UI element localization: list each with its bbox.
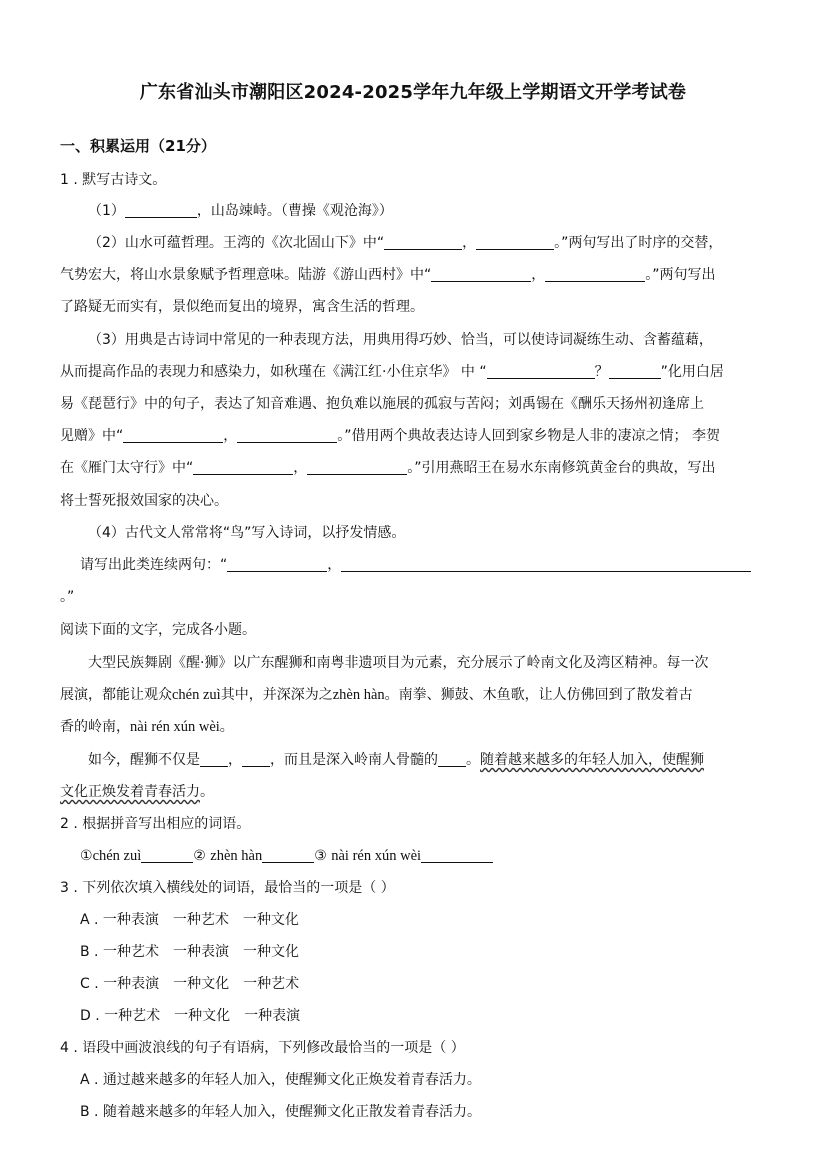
q3-option-a[interactable]: A . 一种表演 一种艺术 一种文化 xyxy=(80,912,299,928)
q2-stem: 2 . 根据拼音写出相应的词语。 xyxy=(60,816,251,832)
text: （2）山水可蕴哲理。王湾的《次北固山下》中“ xyxy=(88,235,385,251)
text: 气势宏大，将山水景象赋予哲理意味。陆游《游山西村》中“ xyxy=(60,267,432,283)
wavy-underlined-sentence: 随着越来越多的年轻人加入，使醒狮 xyxy=(480,752,704,768)
q2-items xyxy=(80,847,493,865)
passage-line xyxy=(60,686,693,704)
answer-blank[interactable] xyxy=(123,428,223,443)
answer-blank[interactable] xyxy=(141,848,193,863)
passage-line xyxy=(60,718,234,736)
answer-blank[interactable] xyxy=(421,848,493,863)
pinyin: nài rén xún wèi xyxy=(130,719,220,735)
text: 。 xyxy=(466,752,480,768)
text: 。南拳、狮鼓、木鱼歌，让人仿佛回到了散发着古 xyxy=(384,687,693,703)
q1-stem: 1 . 默写古诗文。 xyxy=(60,172,167,188)
wavy-underlined-sentence: 文化正焕发着青春活力 xyxy=(60,784,200,800)
q1-part3-line2 xyxy=(60,363,724,381)
pinyin: zhèn hàn xyxy=(332,687,385,703)
answer-blank[interactable] xyxy=(125,203,197,218)
passage-line xyxy=(60,783,214,801)
q1-part4-line3: 。” xyxy=(60,589,75,605)
answer-blank[interactable] xyxy=(200,752,228,767)
q1-part1-text: ，山岛竦峙。（曹操《观沧海》） xyxy=(196,203,393,219)
answer-blank[interactable] xyxy=(242,752,270,767)
answer-blank[interactable] xyxy=(227,557,327,572)
answer-blank[interactable] xyxy=(384,235,462,250)
text: 其中，并深深为之 xyxy=(220,687,333,703)
q3-option-c[interactable]: C . 一种表演 一种文化 一种艺术 xyxy=(80,976,300,992)
q1-part4-line2 xyxy=(80,556,751,574)
q1-part1 xyxy=(88,202,393,220)
q1-part4-line1: （4）古代文人常常将“鸟”写入诗词，以抒发情感。 xyxy=(88,525,406,541)
q1-part2-line3: 了路疑无而实有，景似绝而复出的境界，寓含生活的哲理。 xyxy=(60,299,424,315)
answer-blank[interactable] xyxy=(341,557,751,572)
text: 。”引用燕昭王在易水东南修筑黄金台的典故，写出 xyxy=(407,460,716,476)
text: ， xyxy=(327,557,342,573)
text: 在《雁门太守行》中“ xyxy=(60,460,194,476)
q3-stem: 3 . 下列依次填入横线处的词语，最恰当的一项是（ ） xyxy=(60,880,395,896)
answer-blank[interactable] xyxy=(438,752,466,767)
q4-option-b[interactable]: B . 随着越来越多的年轻人加入，使醒狮文化正散发着青春活力。 xyxy=(80,1104,481,1120)
q1-part3-line4 xyxy=(60,427,720,445)
answer-blank[interactable] xyxy=(609,364,661,379)
text: 香的岭南， xyxy=(60,719,130,735)
page-title: 广东省汕头市潮阳区2024-2025学年九年级上学期语文开学考试卷 xyxy=(139,82,687,103)
text: ， xyxy=(228,752,242,768)
marker: ③ xyxy=(314,848,327,864)
text: 展演，都能让观众 xyxy=(60,687,172,703)
answer-blank[interactable] xyxy=(545,267,645,282)
pinyin: chén zuì xyxy=(92,848,142,864)
text: 如今，醒狮不仅是 xyxy=(88,752,200,768)
q1-part3-line5 xyxy=(60,459,716,477)
passage-line xyxy=(88,751,704,769)
text: 请写出此类连续两句：“ xyxy=(80,557,228,573)
text: 。”借用两个典故表达诗人回到家乡物是人非的凄凉之情； 李贺 xyxy=(337,428,720,444)
q3-option-b[interactable]: B . 一种艺术 一种表演 一种文化 xyxy=(80,944,299,960)
text: ， xyxy=(531,267,546,283)
answer-blank[interactable] xyxy=(193,460,293,475)
q1-part1-label: （1） xyxy=(88,203,125,219)
q4-option-a[interactable]: A . 通过越来越多的年轻人加入，使醒狮文化正焕发着青春活力。 xyxy=(80,1072,481,1088)
text: ， xyxy=(223,428,238,444)
section-heading: 一、积累运用（21分） xyxy=(60,137,216,155)
answer-blank[interactable] xyxy=(307,460,407,475)
text: 从而提高作品的表现力和感染力，如秋瑾在《满江红·小住京华》 中 “ xyxy=(60,364,487,380)
pinyin: chén zuì xyxy=(172,687,221,703)
answer-blank[interactable] xyxy=(476,235,554,250)
q1-part2-line2 xyxy=(60,266,716,284)
reading-intro: 阅读下面的文字，完成各小题。 xyxy=(60,622,256,638)
text: ”化用白居 xyxy=(660,364,724,380)
marker: ① xyxy=(80,848,93,864)
q1-part3-line3: 易《琵琶行》中的句子，表达了知音难遇、抱负难以施展的孤寂与苦闷；刘禹锡在《酬乐天扬州初逢席上 xyxy=(60,396,704,412)
text: ？ xyxy=(594,364,609,380)
text: 。”两句写出了时序的交替， xyxy=(554,235,723,251)
text: ，而且是深入岭南人骨髓的 xyxy=(270,752,438,768)
answer-blank[interactable] xyxy=(431,267,531,282)
pinyin: zhèn hàn xyxy=(210,848,263,864)
q3-option-d[interactable]: D . 一种艺术 一种文化 一种表演 xyxy=(80,1008,301,1024)
passage-line: 大型民族舞剧《醒·狮》以广东醒狮和南粤非遗项目为元素，充分展示了岭南文化及湾区精神。每一次 xyxy=(88,655,709,671)
text: ， xyxy=(293,460,308,476)
pinyin: nài rén xún wèi xyxy=(331,848,422,864)
answer-blank[interactable] xyxy=(487,364,595,379)
text: 。 xyxy=(219,719,234,735)
q4-stem: 4 . 语段中画波浪线的句子有语病，下列修改最恰当的一项是（ ） xyxy=(60,1040,465,1056)
text: 。”两句写出 xyxy=(645,267,716,283)
text: 。 xyxy=(200,784,214,800)
q1-part2-line1 xyxy=(88,234,722,252)
answer-blank[interactable] xyxy=(262,848,314,863)
q1-part3-line6: 将士誓死报效国家的决心。 xyxy=(60,493,228,509)
q1-part3-line1: （3）用典是古诗词中常见的一种表现方法，用典用得巧妙、恰当，可以使诗词凝练生动、含蓄蕴藉， xyxy=(88,332,713,348)
marker: ② xyxy=(193,848,206,864)
answer-blank[interactable] xyxy=(237,428,337,443)
text: ， xyxy=(462,235,477,251)
text: 见赠》中“ xyxy=(60,428,124,444)
